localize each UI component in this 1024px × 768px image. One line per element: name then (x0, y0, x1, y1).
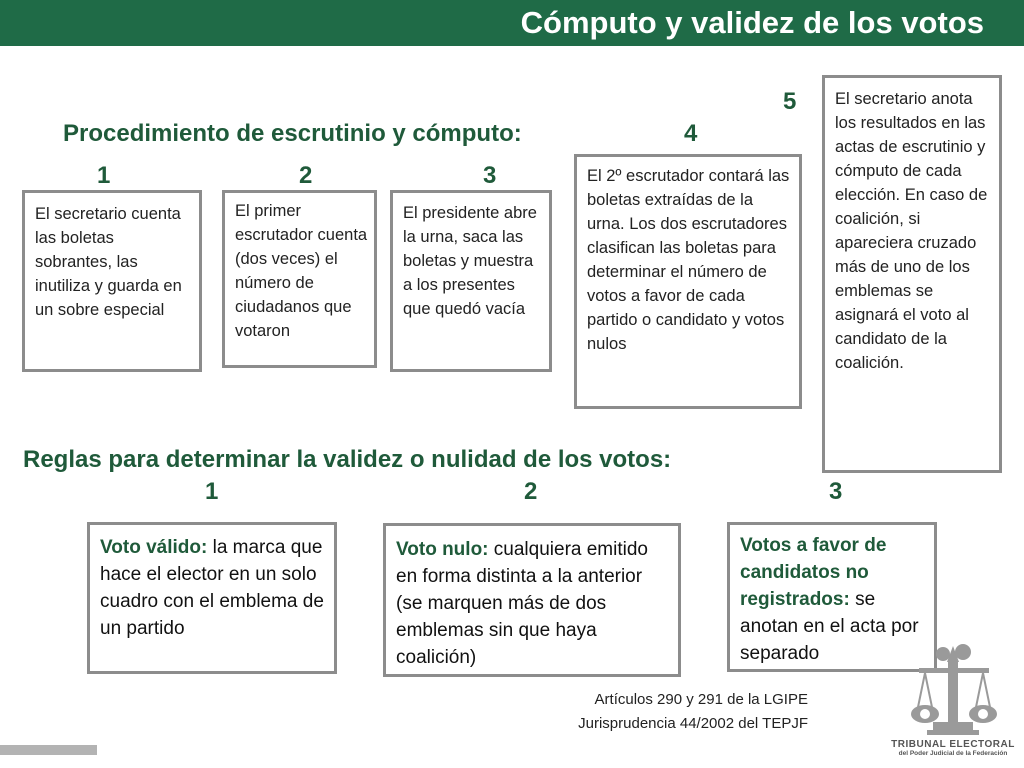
step-box-3 (390, 190, 552, 372)
slide-title: Cómputo y validez de los votos (520, 5, 984, 40)
rule-title-3: Votos a favor de candidatos no registrados: (740, 535, 887, 610)
rule-desc-2: cualquiera emitido en forma distinta a la anterior (se marquen más de dos emblemas sin que haya coalición) (396, 539, 648, 668)
step-number-1: 1 (97, 162, 111, 189)
step-number-5: 5 (783, 88, 797, 115)
step-box-4 (574, 154, 802, 409)
step-box-2 (222, 190, 377, 368)
step-number-2: 2 (299, 162, 313, 189)
logo-text (888, 739, 1018, 757)
rules-heading: Reglas para determinar la validez o nulidad de los votos: (23, 446, 672, 473)
rule-desc-3: se anotan en el acta por separado (740, 589, 919, 664)
logo-title: TRIBUNAL ELECTORAL (891, 739, 1015, 750)
step-number-3: 3 (483, 162, 497, 189)
step-text-5: El secretario anota los resultados en las actas de escrutinio y cómputo de cada elección. En caso de coalición, si apareciera cruzado más de uno de los emblemas se asignará el voto al candidato de la coalición. (835, 90, 988, 372)
step-text-4: El 2º escrutador contará las boletas extraídas de la urna. Los dos escrutadores clasifican las boletas para determinar el número de votos a favor de cada partido o candidato y votos nulos (587, 167, 790, 353)
rule-title-2: Voto nulo: (396, 539, 489, 560)
rule-text-2 (396, 536, 672, 671)
rule-box-2 (383, 523, 681, 677)
step-number-4: 4 (684, 120, 698, 147)
rule-desc-1: la marca que hace el elector en un solo cuadro con el emblema de un partido (100, 537, 324, 639)
step-text-1: El secretario cuenta las boletas sobrantes, las inutiliza y guarda en un sobre especial (35, 205, 182, 319)
step-box-1 (22, 190, 202, 372)
rule-title-1: Voto válido: (100, 537, 208, 558)
rule-text-1 (100, 534, 328, 642)
rule-number-3: 3 (829, 478, 843, 505)
reference-jurisprudence: Jurisprudencia 44/2002 del TEPJF (578, 715, 808, 732)
bottom-accent-bar (0, 745, 97, 755)
rule-number-1: 1 (205, 478, 219, 505)
rule-box-1 (87, 522, 337, 674)
rule-number-2: 2 (524, 478, 538, 505)
step-text-2: El primer escrutador cuenta (dos veces) el número de ciudadanos que votaron (235, 202, 368, 340)
step-text-3: El presidente abre la urna, saca las boletas y muestra a los presentes que quedó vacía (403, 204, 537, 318)
title-bar (0, 0, 1024, 46)
procedure-heading: Procedimiento de escrutinio y cómputo: (63, 120, 522, 147)
reference-articles: Artículos 290 y 291 de la LGIPE (594, 691, 808, 708)
logo-subtitle: del Poder Judicial de la Federación (898, 750, 1008, 757)
step-box-5 (822, 75, 1002, 473)
